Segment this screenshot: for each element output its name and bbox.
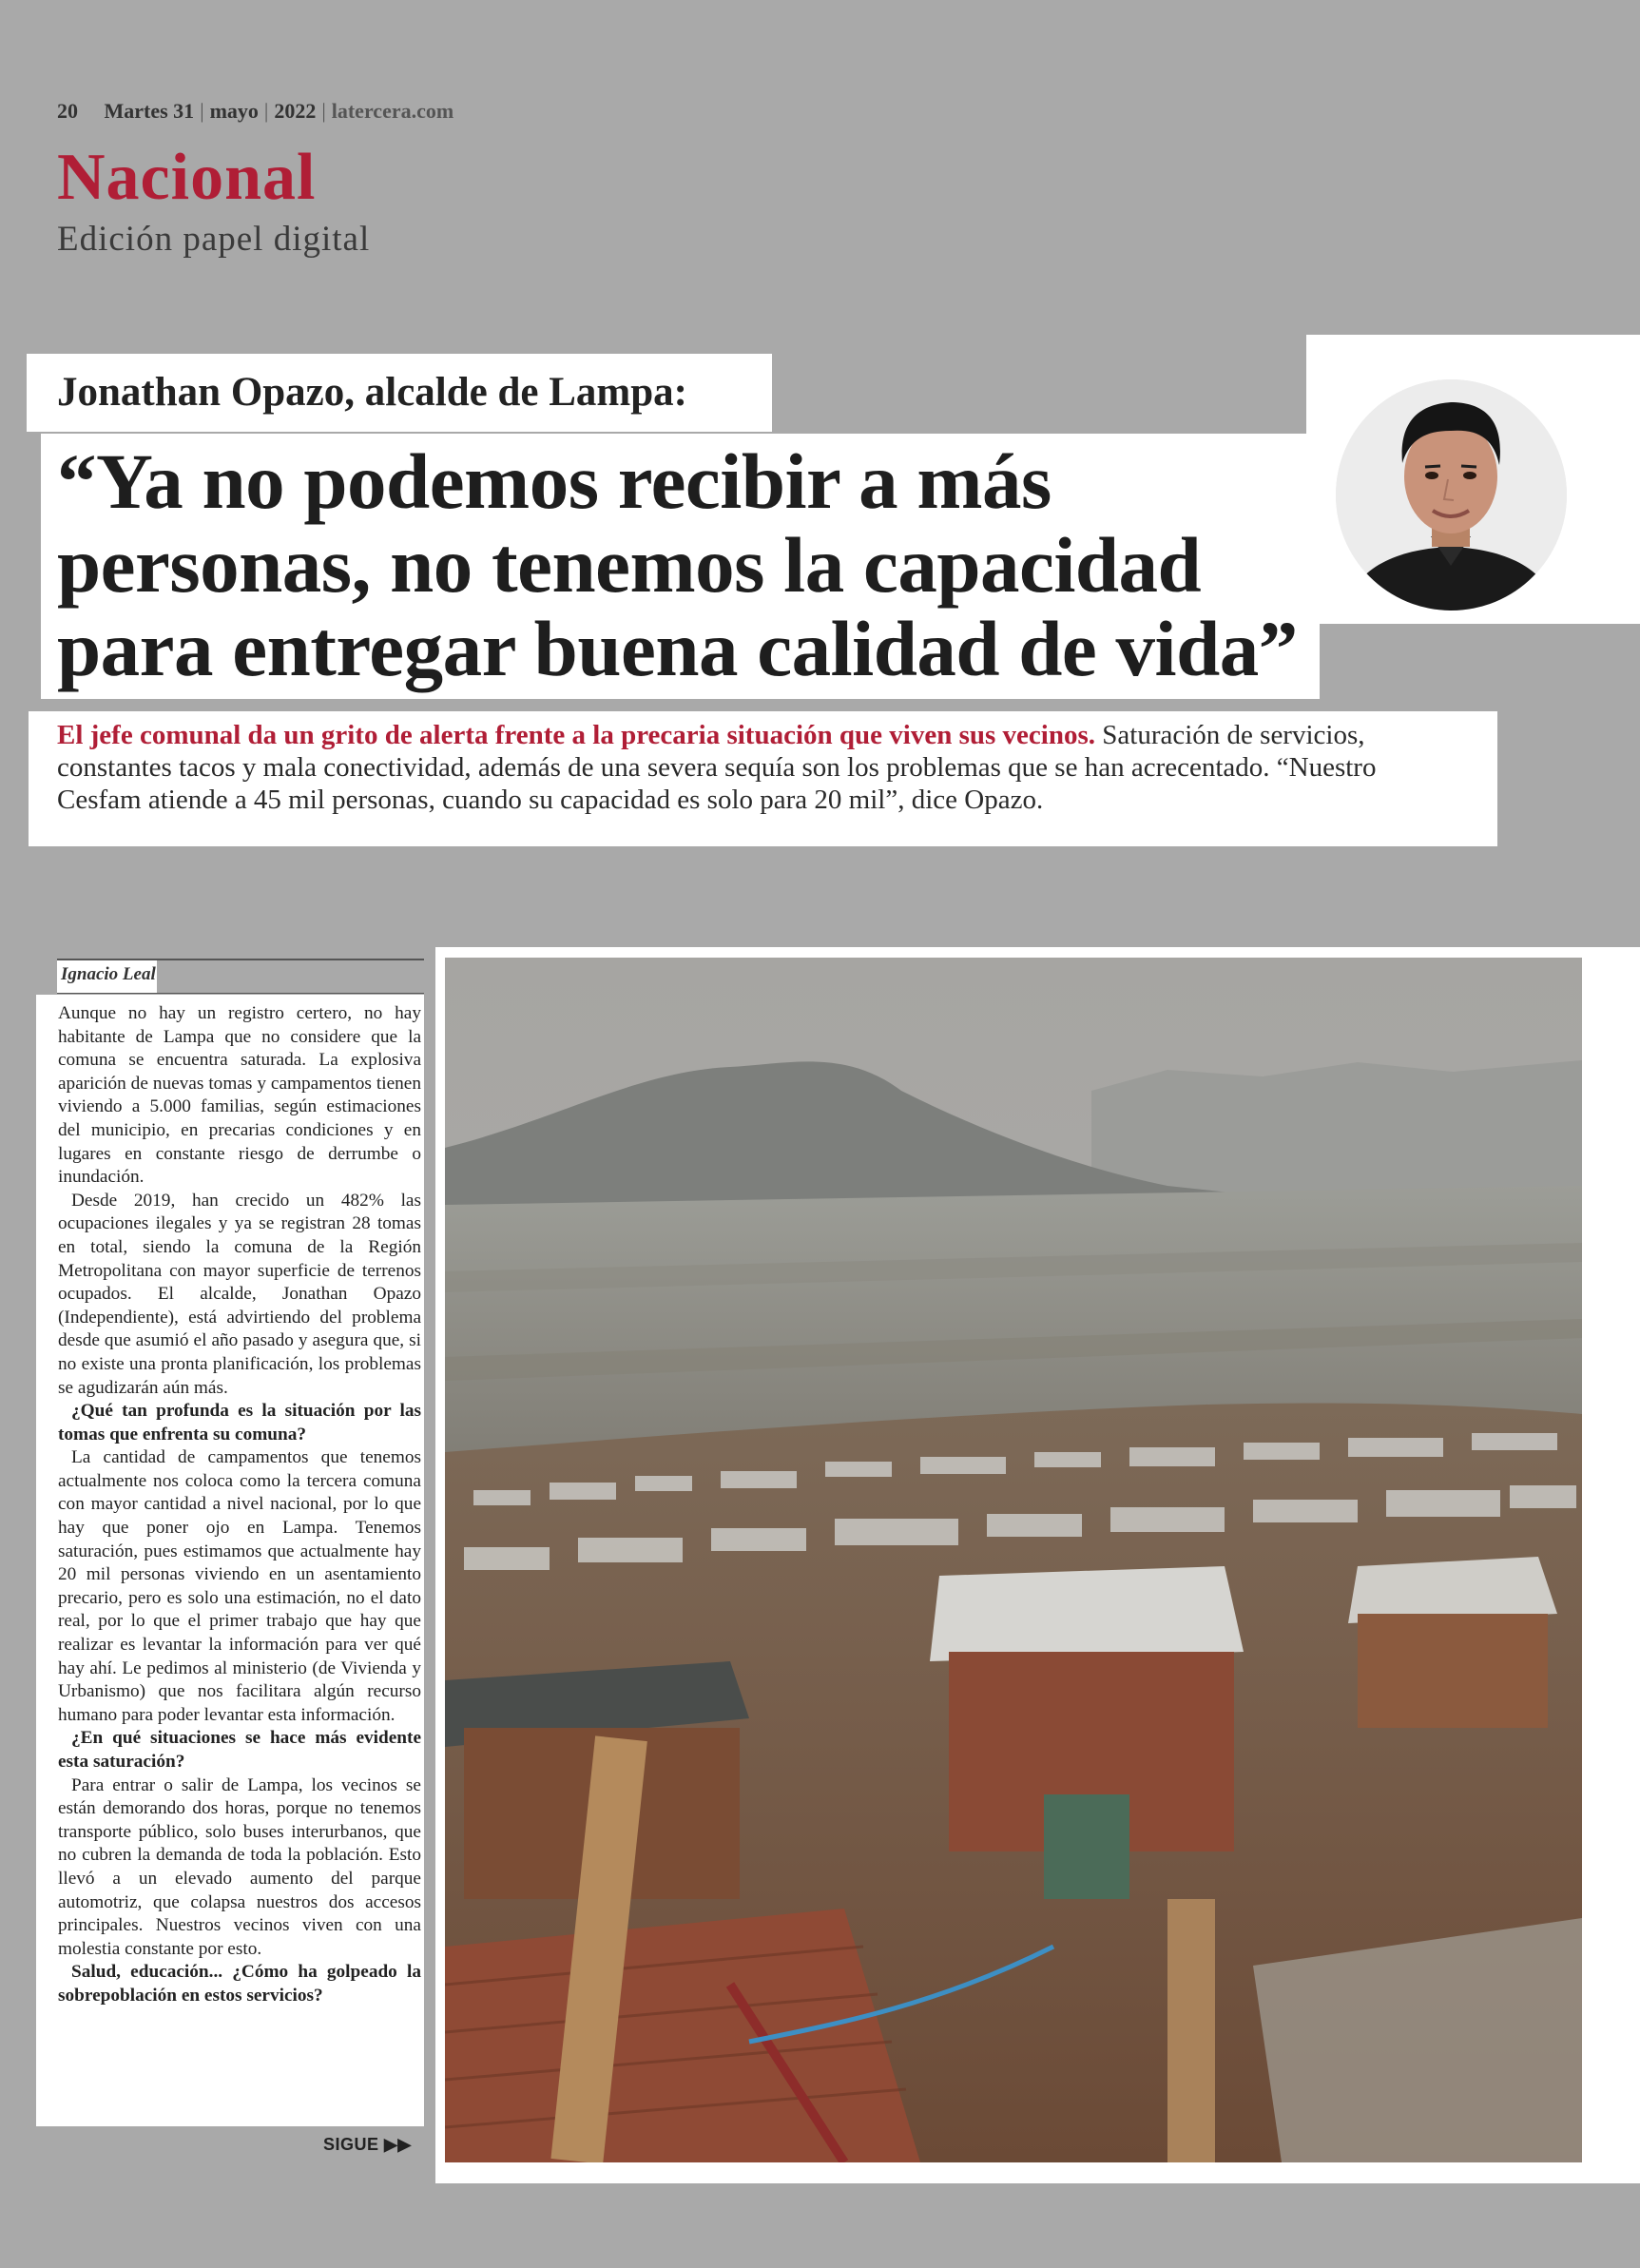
section-subtitle: Edición papel digital (57, 220, 371, 259)
interview-question: ¿En qué situaciones se hace más evidente esta saturación? (58, 1728, 421, 1772)
mayor-portrait-photo (1336, 379, 1567, 611)
folio-year: 2022 (274, 99, 317, 123)
article-byline: Ignacio Leal (61, 964, 156, 984)
page-number: 20 (57, 99, 78, 123)
continue-label[interactable]: SIGUE ▶▶ (323, 2135, 412, 2154)
deck-highlight: El jefe comunal da un grito de alerta frente a la precaria situación que viven sus vecinos. (57, 720, 1096, 750)
deck-text: Saturación de servicios, constantes tacos y mala conectividad, además de una severa sequía son los problemas que se han acrecentado. “Nuestro Cesfam atiende a 45 mil personas, cuando su capacidad es solo para 20 mil”, dice Opazo. (57, 720, 1377, 815)
article-body (58, 1002, 421, 2008)
folio-site-link[interactable]: latercera.com (331, 99, 454, 123)
body-paragraph: Aunque no hay un registro certero, no hay habitante de Lampa que no considere que la comuna se encuentra saturada. La explosiva aparición de nuevas tomas y campamentos tienen viviendo a 5.000 familias, según estimaciones del municipio, en precarias condiciones y en lugares en constante riesgo de derrumbe o inundación. (58, 1003, 421, 1188)
interview-question: ¿Qué tan profunda es la situación por las tomas que enfrenta su comuna? (58, 1401, 421, 1444)
article-kicker: Jonathan Opazo, alcalde de Lampa: (57, 370, 687, 415)
byline-rule-bottom (57, 993, 424, 994)
lampa-settlement-photo (445, 958, 1582, 2162)
folio-month: mayo (209, 99, 259, 123)
section-title: Nacional (57, 141, 317, 214)
article-deck (57, 719, 1436, 816)
interview-question: Salud, educación... ¿Cómo ha golpeado la sobrepoblación en estos servicios? (58, 1962, 421, 2006)
body-paragraph: Desde 2019, han crecido un 482% las ocupaciones ilegales y ya se registran 28 tomas en total, siendo la comuna de la Región Metropolitana con mayor superficie de terrenos ocupados. El alcalde, Jonathan Opazo (Independiente), está advirtiendo del problema desde que asumió el año pasado y asegura que, si no existe una pronta planificación, los problemas se agudizarán aún más. (58, 1190, 421, 1398)
body-paragraph: La cantidad de campamentos que tenemos actualmente nos coloca como la tercera comuna con mayor cantidad a nivel nacional, por lo que hay que poner ojo en Lampa. Tenemos saturación, pues estimamos que actualmente hay 20 mil personas viviendo en un asentamiento precario, pero es solo una estimación, no el dato real, por lo que el primer trabajo que hay que realizar es levantar la información para ver qué hay ahí. Le pedimos al ministerio (de Vivienda y Urbanismo) que nos facilitara algún recurso humano para poder levantar esta información. (58, 1447, 421, 1725)
folio-line: 20 Martes 31 | mayo | 2022 | latercera.com (57, 99, 454, 123)
body-paragraph: Para entrar o salir de Lampa, los vecinos se están demorando dos horas, porque no tenemos transporte público, solo buses interurbanos, que no cubren la demanda de toda la población. Esto llevó a un elevado aumento del parque automotriz, que colapsa nuestros dos accesos principales. Nuestros vecinos viven con una molestia constante por esto. (58, 1774, 421, 1959)
article-headline: “Ya no podemos recibir a más personas, no tenemos la capacidad para entregar buena calidad de vida” (57, 437, 1298, 692)
folio-day: Martes 31 (104, 99, 195, 123)
